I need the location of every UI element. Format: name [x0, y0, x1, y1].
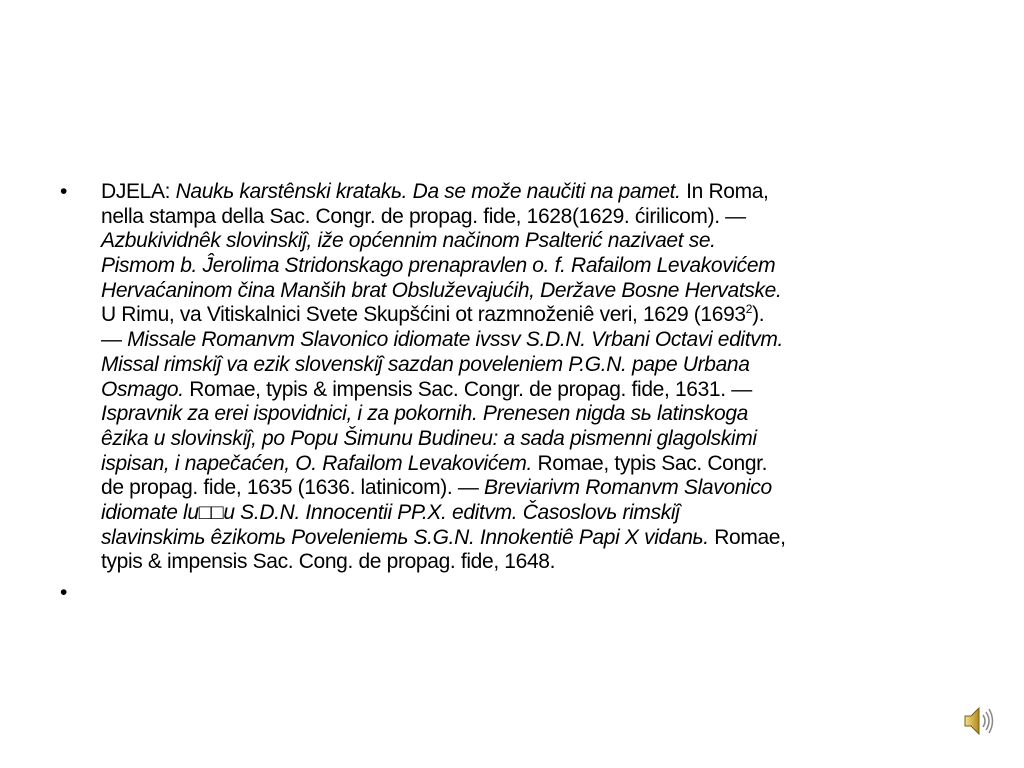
italic-title-text: Hervaćaninom čina Manših brat Obsluževajućih, Deržave Bosne Hervatske. — [101, 278, 782, 302]
speaker-icon[interactable] — [960, 703, 996, 739]
italic-title-text: Missale Romanvm Slavonico idiomate ivssv S.D.N. Vrbani Octavi editvm. — [127, 328, 783, 352]
text-line — [101, 550, 981, 575]
text-line — [101, 254, 981, 279]
text-line — [101, 402, 981, 427]
body-text: Romae, typis & impensis Sac. Congr. de propag. fide, 1631. — — [183, 377, 752, 401]
italic-title-text: Missal rimskiĵ va ezik slovenskiĵ sazdan poveleniem P.G.N. pape Urbana — [101, 352, 750, 376]
text-line — [101, 205, 981, 230]
italic-title-text: Pismom b. Ĵerolima Stridonskago prenapravlen o. f. Rafailom Levakovićem — [101, 254, 776, 278]
bullet-marker-empty: • — [60, 581, 68, 604]
superscript: 2 — [745, 302, 753, 317]
body-text: DJELA: — [101, 180, 176, 203]
text-line — [101, 279, 981, 304]
body-text: Romae, typis Sac. Congr. — [531, 451, 768, 475]
body-text: In Roma, — [680, 180, 769, 203]
text-line — [101, 476, 981, 501]
italic-title-text: êzika u slovinskiĵ, po Popu Šimunu Budineu: a sada pismenni glagolskimi — [101, 426, 757, 450]
bullet-marker: • — [60, 180, 68, 203]
italic-title-text: Azbukividnêk slovinskiĵ, iže općennim načinom Psalterić nazivaet se. — [101, 229, 716, 253]
text-line — [101, 303, 981, 328]
body-text: typis & impensis Sac. Cong. de propag. fide, 1648. — [101, 550, 556, 574]
body-text: Romae, — [708, 525, 786, 549]
italic-title-text: slavinskimь êzikomь Poveleniemь S.G.N. Innokentiê Papi X vidanь. — [101, 525, 709, 549]
text-line — [101, 526, 981, 551]
text-line — [101, 378, 981, 403]
text-line — [101, 328, 981, 353]
italic-title-text: Naukь karstênski kratakь. Da se može naučiti na pamet. — [175, 180, 681, 203]
italic-title-text: Ispravnik za erei ispovidnici, i za pokornih. Prenesen nigda sь latinskoga — [101, 402, 749, 426]
slide-body-text — [101, 180, 981, 575]
body-text: de propag. fide, 1635 (1636. latinicom). — — [101, 476, 485, 500]
body-text: ). — [752, 303, 765, 327]
body-text: U Rimu, va Vitiskalnici Svete Skupšćini ot razmnoženiê veri, 1629 (1693 — [101, 303, 746, 327]
italic-title-text: ispisan, i napečaćen, O. Rafailom Levakovićem. — [101, 451, 532, 475]
italic-title-text: Osmago. — [101, 377, 184, 401]
text-line — [101, 180, 981, 205]
body-text: — — [101, 328, 128, 352]
body-text: nella stampa della Sac. Congr. de propag. fide, 1628(1629. ćirilicom). — — [101, 204, 746, 228]
italic-title-text: Breviarivm Romanvm Slavonico — [484, 476, 772, 500]
text-line — [101, 452, 981, 477]
text-line — [101, 427, 981, 452]
italic-title-text: idiomate lu□□u S.D.N. Innocentii PP.X. editvm. Časoslovь rimskiĵ — [101, 500, 680, 524]
text-line — [101, 501, 981, 526]
text-line — [101, 229, 981, 254]
text-line — [101, 353, 981, 378]
